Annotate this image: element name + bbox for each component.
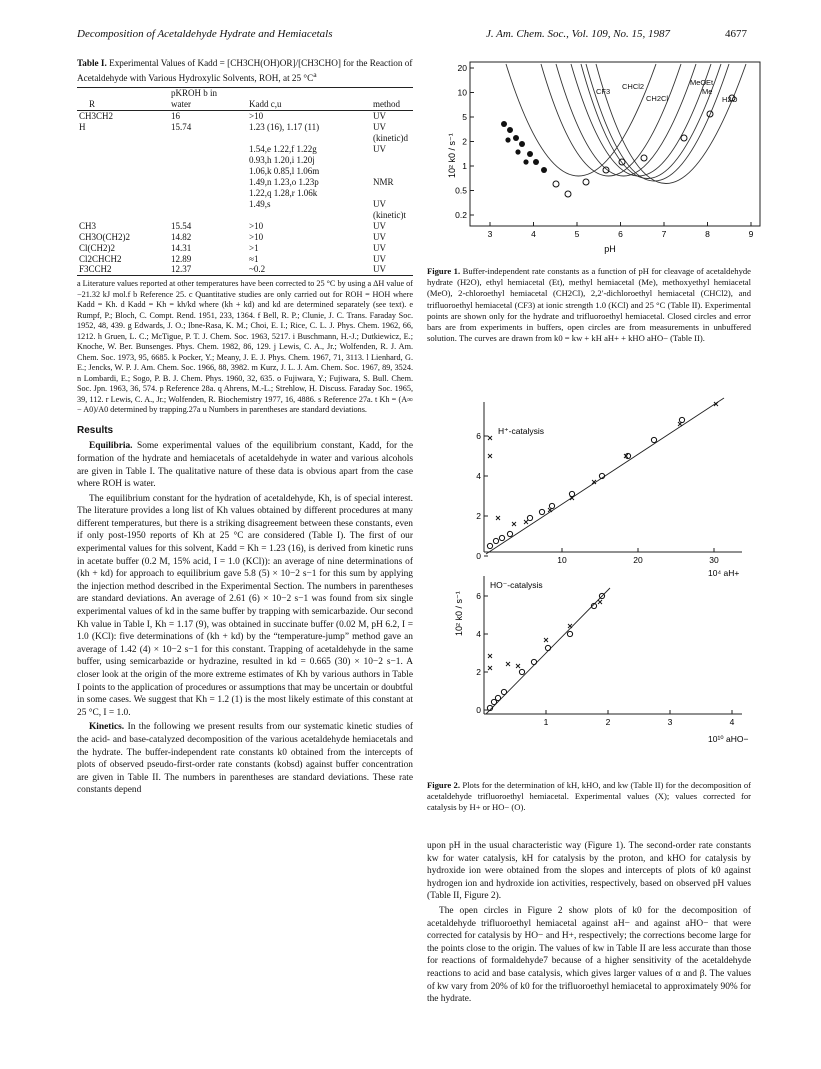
left-column (77, 58, 413, 799)
table-caption-note: a (313, 69, 317, 79)
cell-method: NMR (373, 176, 394, 187)
cell-r (77, 166, 169, 177)
cell-method: UV (373, 110, 386, 121)
cell-r: CH3CH2 (79, 110, 114, 121)
cell-pk: 14.82 (171, 231, 192, 242)
label-h2o: H2O (722, 95, 738, 104)
label-ch2cl: CH2Cl (646, 94, 669, 103)
figure1-plot (446, 58, 776, 258)
label-et: Et (706, 78, 714, 87)
tick-label: 20 (633, 555, 643, 565)
right-paragraph-1: upon pH in the usual characteristic way (Figure 1). The second-order rate constants kw for water catalysis, kH for catalysis by the proton, and kHO for catalysis by hydroxide ion were obtained from the slopes and intercepts of plots of k0 against hydrogen ion and hydroxide ion activities, respectively, based on observed pH values (Table II, Figure 2). (427, 841, 751, 902)
cell-pk: 14.31 (171, 242, 192, 253)
cell-kadd: 1.49,n 1.23,o 1.23p (249, 176, 319, 187)
label-me: Me (702, 87, 713, 96)
top-x-label: 10⁴ aH+ (708, 568, 740, 578)
cell-r (77, 155, 169, 166)
tick-label: 0.2 (455, 210, 467, 220)
figure1-caption-text: Buffer-independent rate constants as a function of pH for cleavage of acetaldehyde hydrate (H2O), ethyl hemiacetal (Et), methyl hemiacetal (Me), methoxyethyl hemiacetal (MeO), 2-chloroethyl hemiacetal (CH2Cl), 2,2′-dichloroethyl hemiacetal (CHCl2), and trifluoroethyl hemiacetal (CF3) at ionic strength 1.0 (KCl) and 25 °C (Table II). Experimental points are shown only for the hydrate and trifluoroethyl hemiacetal. Closed circles and error bars are from experiments in buffers, open circles are from measurements in unbuffered solution. The curves are drawn from k0 = kw + kH aH+ + kHO aHO− (Table II). (427, 266, 752, 344)
cell-r: Cl2CHCH2 (79, 253, 122, 264)
tick-label: 4 (531, 229, 536, 239)
curve-chcl2 (541, 64, 681, 176)
tick-label: 10 (557, 555, 567, 565)
label-cf3: CF3 (596, 87, 611, 96)
tick-label: 4 (476, 471, 481, 481)
cell-method (359, 166, 413, 177)
table-caption (77, 58, 413, 85)
col-method-header: method (359, 99, 413, 110)
tick-label: 1 (543, 717, 549, 727)
col-k-header: Kadd c,u (227, 99, 359, 110)
cell-pk: 16 (171, 110, 180, 121)
tick-label: 5 (462, 112, 467, 122)
figure2-y-label: 10² k0 / s⁻¹ (454, 591, 464, 636)
cell-method: UV (kinetic)d (373, 121, 408, 143)
page-number: 4677 (725, 28, 747, 40)
cell-method (359, 188, 413, 199)
tick-label: 6 (476, 431, 481, 441)
cell-pk (169, 188, 227, 199)
figure2-bottom-panel (476, 576, 748, 744)
tick-label: 3 (487, 229, 493, 239)
tick-label: 9 (748, 229, 754, 239)
table-row (77, 177, 413, 188)
tick-label: 0 (476, 551, 481, 561)
table-body (77, 110, 413, 276)
table-row (77, 144, 413, 155)
table-row (77, 221, 413, 232)
cell-pk: 12.89 (171, 253, 192, 264)
bottom-panel-title: HO⁻-catalysis (490, 580, 543, 590)
table-caption-text: Experimental Values of Kadd = [CH3CH(OH)OR]/[CH3CHO] for the Reaction of Acetaldehyde with Various Hydroxylic Solvents, ROH, at 25 °C (77, 58, 413, 84)
cell-kadd: >10 (249, 220, 264, 231)
figure2-top-panel (476, 398, 742, 578)
cell-r: CH3 (79, 220, 97, 231)
cell-kadd: >10 (249, 110, 264, 121)
bottom-x-label: 10¹⁰ aHO− (708, 734, 749, 744)
tick-label: 4 (476, 629, 481, 639)
table-footnotes: a Literature values reported at other temperatures have been corrected to 25 °C by using a ΔH value of −21.32 kJ mol.f b Reference 25. c Quantitative studies are only carried out for ROH = HOH where Kadd = Kh. d Kadd = Kh = kh/kd where (kh + kd) and kd are determined separately (see text). e Rumpf, P.; Bloch, C. Compt. Rend. 1951, 233, 1364. f Bell, R. P.; Clunie, J. C. Trans. Faraday Soc. 1952, 48, 439. g Edwards, J. O.; Ibne-Rasa, K. M.; Choi, E. I.; Rice, C. L. J. Phys. Chem. 1962, 66, 1212. h Gruen, L. C.; McTigue, P. T. J. Chem. Soc. 1963, 5217. i Buschmann, H.-J.; Dutkiewicz, E.; Knoche, W. Ber. Bunsenges. Phys. Chem. 1982, 86, 129. j Lewis, C. A., Jr.; Wolfenden, R. J. Am. Chem. Soc. 1973, 95, 6685. k Pocker, Y.; Meany, J. E. J. Phys. Chem. 1967, 71, 3113. l Lienhard, G. E.; Jencks, W. P. J. Am. Chem. Soc. 1966, 88, 3982. m Kurz, J. L. J. Am. Chem. Soc. 1967, 89, 3524. n Lombardi, E.; Sogo, P. B. J. Chem. Phys. 1960, 32, 635. o Fujiwara, Y.; Fujiwara, S. Bull. Chem. Soc. Jpn. 1963, 36, 574. p Reference 28a. q Ahrens, M.-L.; Strehlow, H. Discuss. Faraday Soc. 1965, 39, 112. r Lewis, C. A., Jr.; Wolfenden, R. Biochemistry 1977, 16, 4886. s Reference 27a. t Kh = (A∞ − A0)/A0 determined by trapping.27a u Numbers in parentheses are standard deviations. (77, 279, 413, 415)
cell-kadd: 1.06,k 0.85,l 1.06m (249, 165, 320, 176)
cell-pk: 12.37 (169, 264, 227, 275)
top-x-marks (488, 402, 718, 526)
figure2-caption-text: Plots for the determination of kH, kHO, and kw (Table II) for the decomposition of acetaldehyde trifluoroethyl hemiacetal. Experimental values (X); values corrected for catalysis by H+ or HO− (O). (427, 780, 752, 813)
cell-kadd: ~0.2 (227, 264, 359, 275)
cell-kadd: 1.22,q 1.28,r 1.06k (249, 187, 318, 198)
bottom-x-ticks (544, 710, 735, 727)
cell-pk (169, 155, 227, 166)
cell-kadd: 1.54,e 1.22,f 1.22g (249, 143, 317, 154)
table-row (77, 199, 413, 221)
cell-kadd: >1 (249, 242, 259, 253)
tick-label: 4 (729, 717, 735, 727)
table-row (77, 254, 413, 265)
equilibrium-table (77, 87, 413, 276)
figure2-plot (452, 396, 772, 774)
top-points (487, 417, 684, 548)
kinetics-paragraph (77, 721, 413, 797)
cell-pk: 15.54 (171, 220, 192, 231)
table-row (77, 188, 413, 199)
tick-label: 2 (462, 136, 467, 147)
cell-r (77, 177, 169, 188)
cell-method (359, 155, 413, 166)
tick-label: 2 (476, 667, 481, 677)
tick-label: 2 (605, 717, 611, 727)
cell-kadd: >10 (249, 231, 264, 242)
table-row (77, 264, 413, 275)
figure2-caption (427, 780, 751, 814)
label-chcl2: CHCl2 (622, 82, 645, 91)
figure1-y-label: 10² k0 / s⁻¹ (447, 133, 457, 178)
right-column-text (427, 840, 751, 1008)
table-row (77, 110, 413, 121)
cell-r (77, 188, 169, 199)
cell-method: UV (kinetic)t (373, 198, 406, 220)
figure1-y-ticks (455, 63, 474, 220)
cell-method: UV (373, 242, 386, 253)
hydration-paragraph: The equilibrium constant for the hydration of acetaldehyde, Kh, is of special interest. The literature provides a long list of Kh values obtained by different procedures at many different temperatures, but there is a striking disagreement between these constants, even if only post-1950 reports of Kh at 25 °C are considered (Table I). The first of our experimental values for this solvent, Kadd = Kh = 1.23 (16), is derived from kinetic runs in acetate buffer (0.2 M, 15% acid, I = 1.0 (KCl)): an average of nine determinations of (kh + kd) for approach to equilibrium gave 5.8 (5) × 10−2 s−1 for this sum by applying the injection method described in the Experimental Section. The numbers in parentheses are standard deviations. An average of 2.61 (6) × 10−2 s−1 was found from six single experimental values of kd in the same buffer by trapping with semicarbazide. Our second Kh value in Table I, Kh = 1.17 (9), was obtained in succinate buffer (0.02 M, pH 6.2, I = 1.0 (KCl): five determinations of (kh + kd) by the “temperature-jump” method gave an average of 1.42 (4) × 10−2 s−1 for this constant. Trapping of acetaldehyde in the same buffer, using semicarbazide or hydrazine, resulted in kd = 0.665 (30) × 10−2 s−1. A closer look at the origin of the more extreme estimates of Kh by various authors in Table I points to the application of procedures or assumptions that may be uncertain or doubtful in some cases. We suggest that Kh = 1.2 (1) is the most likely estimate of this constant at 25 °C, I = 1.0. (77, 493, 413, 718)
tick-label: 6 (476, 591, 481, 601)
figure1-caption (427, 266, 751, 344)
cell-r (77, 144, 169, 155)
figure1-caption-label: Figure 1. (427, 266, 461, 276)
table-row (77, 122, 413, 144)
cell-pk (169, 144, 227, 155)
top-panel-title: H⁺-catalysis (498, 426, 545, 436)
cell-r: H (79, 121, 86, 132)
table-row (77, 243, 413, 254)
tick-label: 6 (618, 229, 623, 239)
cell-kadd: 1.23 (16), 1.17 (11) (249, 121, 320, 132)
right-paragraph-2: The open circles in Figure 2 show plots of k0 for the decomposition of acetaldehyde trifluoroethyl hemiacetal against aH− and against aHO− that were corrected for catalysis by HO− and H+, respectively; the corrections become large for the points close to the origin. The values of kw in Table II are less accurate than those for reactions of formaldehyde7 because of a higher sensitivity of the acetaldehyde reactions to acid and base catalysis, which gives larger values of α and β. The values of kw vary from 20% of k0 for the trifluoroethyl hemiacetal to approximately 90% for the hydrate. (427, 905, 751, 1005)
equilibria-text: Some experimental values of the equilibrium constant, Kadd, for the formation of the hydrate and hemiacetals of acetaldehyde in water and various alcohols are given in Table I. The qualitative nature of these data is obvious apart from the case where ROH is water. (77, 441, 414, 490)
tick-label: 0.5 (455, 185, 467, 196)
tick-label: 10 (457, 87, 467, 98)
table-row (77, 232, 413, 243)
tick-label: 1 (462, 161, 467, 171)
top-y-ticks (476, 431, 488, 561)
cell-r: CH3O(CH2)2 (79, 231, 130, 242)
table-row (77, 155, 413, 166)
tick-label: 0 (476, 705, 481, 715)
cell-pk (169, 166, 227, 177)
tick-label: 20 (457, 63, 467, 73)
cell-method: UV (373, 143, 386, 154)
cell-method: UV (373, 220, 386, 231)
cell-method: UV (373, 231, 386, 242)
col-r-header: R (77, 99, 169, 110)
figure1-x-ticks (488, 222, 754, 239)
bottom-x-marks (488, 600, 602, 670)
cell-method: UV (373, 253, 386, 264)
results-heading: Results (77, 424, 114, 436)
cell-pk (169, 199, 227, 221)
tick-label: 3 (667, 717, 673, 727)
bottom-y-ticks (476, 591, 488, 715)
col-pk-header: pKROH b in (169, 87, 359, 98)
tick-label: 7 (661, 229, 667, 239)
cell-kadd: 0.93,h 1.20,i 1.20j (249, 154, 315, 165)
cell-r: Cl(CH2)2 (79, 242, 115, 253)
col-water-header: water (169, 99, 227, 110)
tick-label: 8 (705, 229, 710, 239)
tick-label: 2 (476, 511, 481, 521)
figure1-x-label: pH (604, 244, 616, 254)
cell-method: UV (359, 264, 413, 275)
figure2-caption-label: Figure 2. (427, 780, 460, 790)
top-x-ticks (557, 548, 719, 565)
table-row (77, 166, 413, 177)
cell-pk (169, 177, 227, 188)
cell-pk: 15.74 (171, 121, 192, 132)
cell-kadd: ≈1 (249, 253, 259, 264)
kinetics-runin: Kinetics. (89, 722, 125, 733)
tick-label: 5 (574, 229, 580, 239)
cell-r (77, 199, 169, 221)
equilibria-paragraph (77, 440, 413, 490)
cell-r: F3CCH2 (77, 264, 169, 275)
cell-kadd: 1.49,s (249, 198, 271, 209)
table-label: Table I. (77, 58, 107, 68)
kinetics-text: In the following we present results from our systematic kinetic studies of the acid- and base-catalyzed decomposition of the various acetaldehyde hemiacetals and the hydrate. The buffer-independent rate constants k0 obtained from the intercepts of plots of observed pseudo-first-order rate constants (kobsd) against buffer concentration are given in Table II. The numbers in parentheses are standard deviations. These rate constants depend (77, 722, 414, 796)
tick-label: 30 (709, 555, 719, 565)
equilibria-runin: Equilibria. (89, 441, 133, 452)
running-title: Decomposition of Acetaldehyde Hydrate and Hemiacetals (77, 28, 333, 40)
label-meo: MeO (690, 78, 707, 87)
journal-citation: J. Am. Chem. Soc., Vol. 109, No. 15, 1987 (486, 28, 671, 40)
